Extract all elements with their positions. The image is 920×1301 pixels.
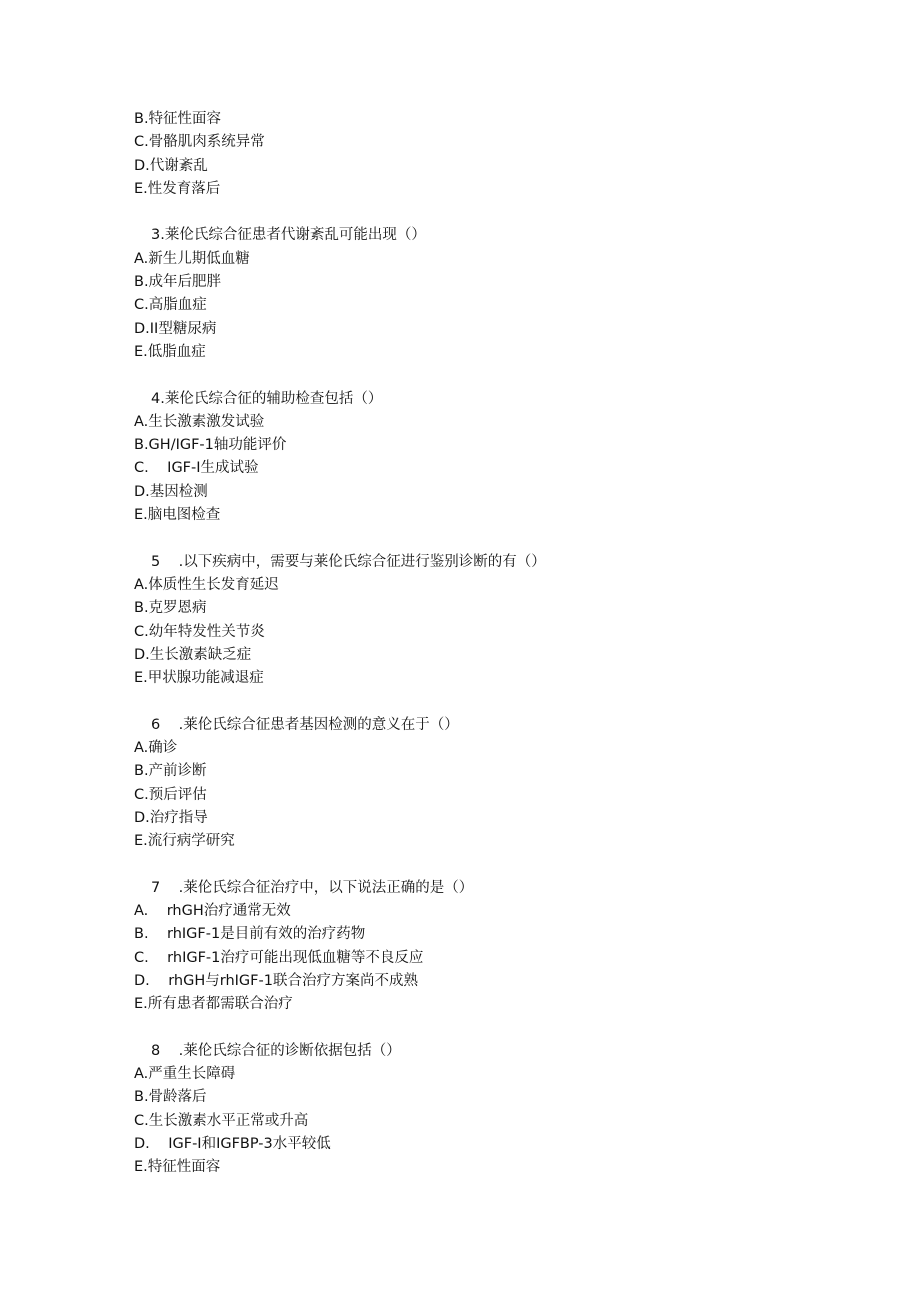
- option-c: C.骨骼肌肉系统异常: [134, 134, 265, 151]
- option-b: B.成年后肥胖: [134, 274, 222, 291]
- question-text: 6 .莱伦氏综合征患者基因检测的意义在于（）: [151, 716, 459, 733]
- option-b: B.GH/IGF-1轴功能评价: [134, 437, 287, 454]
- option-c: C.生长激素水平正常或升高: [134, 1112, 309, 1129]
- option-a: A.体质性生长发育延迟: [134, 576, 279, 593]
- option-d: D.基因检测: [134, 483, 208, 500]
- option-d: D.代谢紊乱: [134, 157, 208, 174]
- question-block-2-continued: [134, 108, 834, 201]
- option-d: D. IGF-I和IGFBP-3水平较低: [134, 1136, 331, 1153]
- question-text: 7 .莱伦氏综合征治疗中，以下说法正确的是（）: [151, 879, 474, 896]
- option-a: A.生长激素激发试验: [134, 413, 265, 430]
- option-b: B.特征性面容: [134, 111, 222, 127]
- option-a: A.新生儿期低血糖: [134, 250, 250, 267]
- option-d: D. rhGH与rhIGF-1联合治疗方案尚不成熟: [134, 972, 418, 989]
- option-a: A.确诊: [134, 740, 178, 757]
- option-d: D.生长激素缺乏症: [134, 646, 252, 663]
- question-block-6: [134, 714, 834, 854]
- question-block-7: [134, 877, 834, 1017]
- option-b: B. rhIGF-1是目前有效的治疗药物: [134, 926, 366, 943]
- option-a: A. rhGH治疗通常无效: [134, 903, 291, 920]
- option-e: E.性发育落后: [134, 180, 221, 197]
- option-d: D.治疗指导: [134, 809, 208, 826]
- question-block-3: [134, 224, 834, 364]
- option-b: B.产前诊断: [134, 763, 207, 780]
- question-text: 3.莱伦氏综合征患者代谢紊乱可能出现（）: [151, 227, 426, 244]
- option-e: E.脑电图检查: [134, 507, 221, 524]
- option-e: E.低脂血症: [134, 343, 206, 360]
- option-c: C.预后评估: [134, 786, 207, 803]
- question-text: 5 .以下疾病中，需要与莱伦氏综合征进行鉴别诊断的有（）: [151, 553, 546, 570]
- option-c: C. rhIGF-1治疗可能出现低血糖等不良反应: [134, 949, 424, 966]
- question-text: 8 .莱伦氏综合征的诊断依据包括（）: [151, 1042, 401, 1059]
- option-c: C.幼年特发性关节炎: [134, 623, 265, 640]
- question-block-4: [134, 388, 834, 528]
- option-c: C. IGF-I生成试验: [134, 460, 259, 477]
- question-block-8: [134, 1040, 834, 1180]
- option-b: B.骨龄落后: [134, 1089, 207, 1106]
- option-b: B.克罗恩病: [134, 600, 207, 617]
- question-block-5: [134, 551, 834, 691]
- question-list: [134, 108, 834, 1180]
- question-text: 4.莱伦氏综合征的辅助检查包括（）: [151, 390, 383, 407]
- option-e: E.特征性面容: [134, 1159, 221, 1176]
- option-a: A.严重生长障碍: [134, 1066, 236, 1083]
- option-d: D.II型糖尿病: [134, 320, 217, 337]
- option-e: E.甲状腺功能减退症: [134, 670, 264, 687]
- option-e: E.所有患者都需联合治疗: [134, 996, 293, 1013]
- option-e: E.流行病学研究: [134, 833, 235, 850]
- option-c: C.高脂血症: [134, 297, 207, 314]
